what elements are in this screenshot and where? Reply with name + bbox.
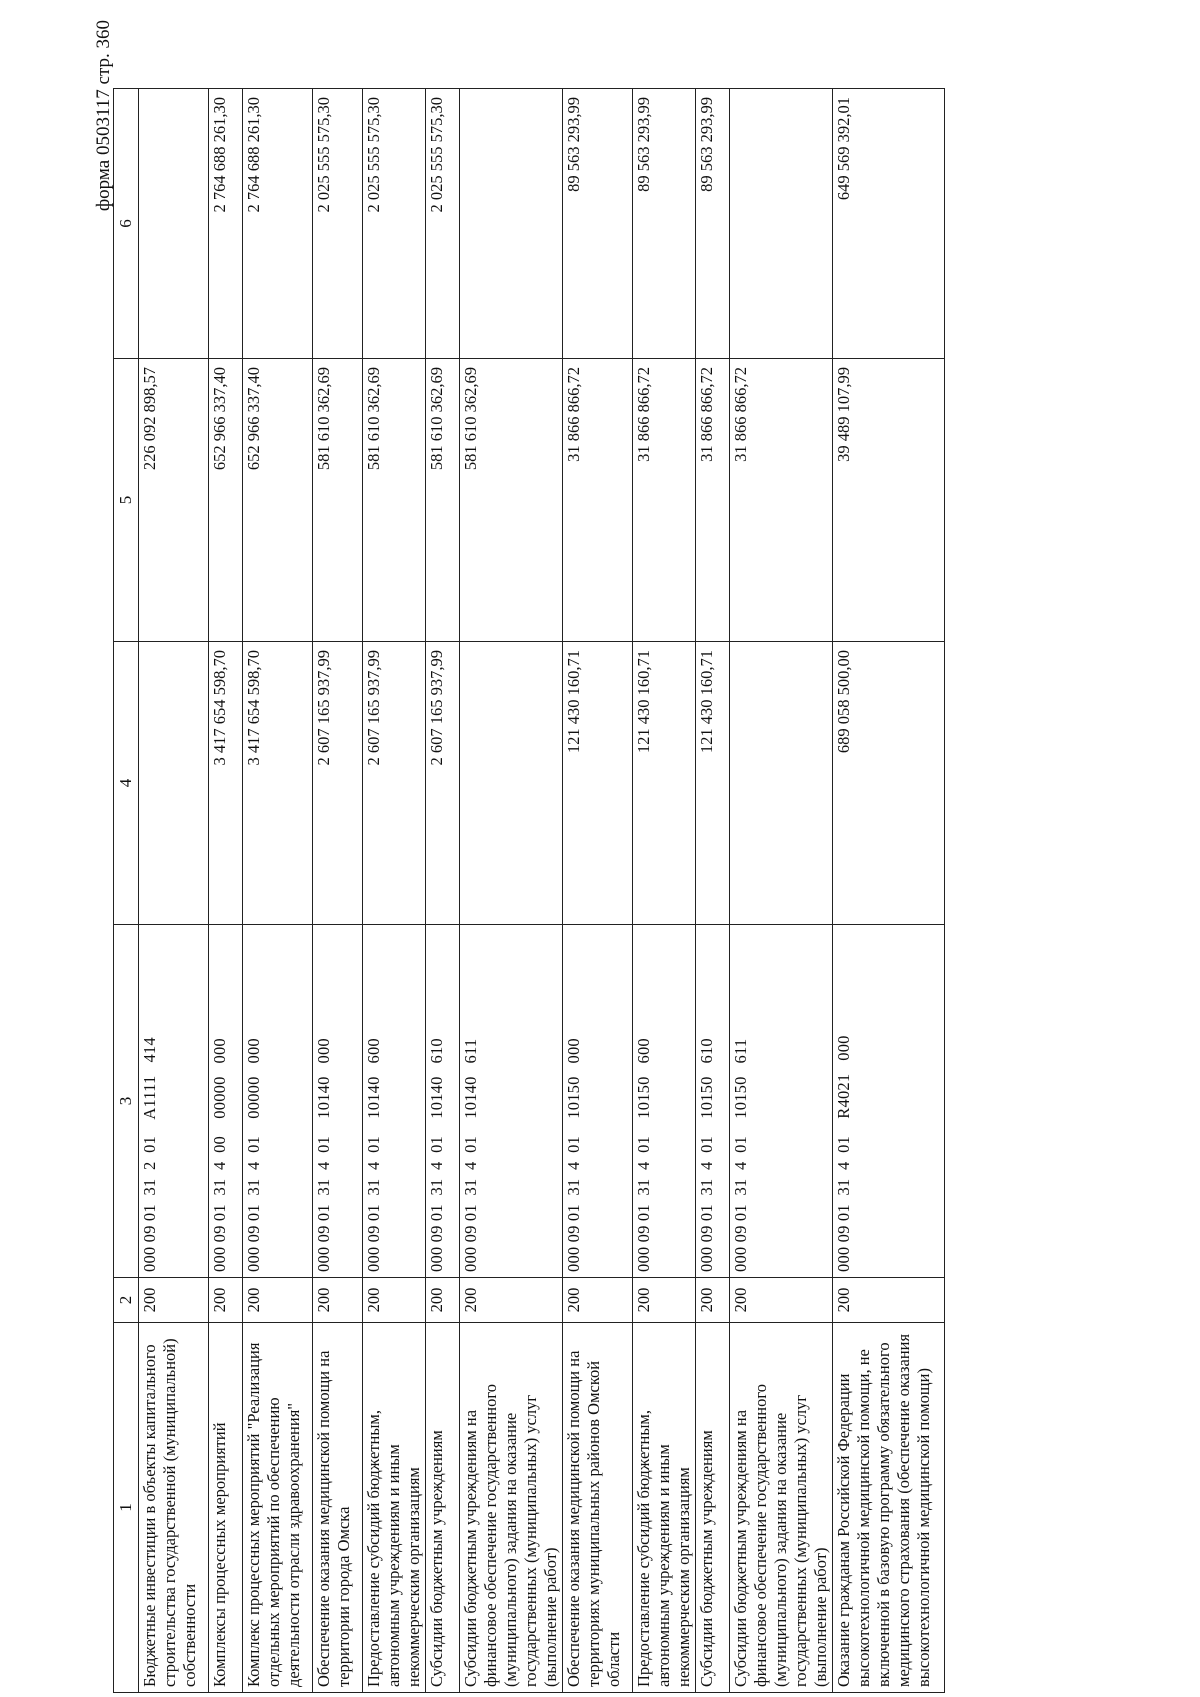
row-code-cell: 200 [730,1278,833,1323]
header-col-4: 4 [114,642,139,925]
row-code-cell: 200 [139,1278,209,1323]
row-kbk-cell: 000 09 01 31 2 01 A1111 414 [139,925,209,1278]
row-executed-cell: 39 489 107,99 [833,359,945,642]
row-name-cell: Субсидии бюджетным учреждениям на финансовое обеспечение государственного (муниципального) задания на оказание государственных (муниципальных) услуг (выполнение работ) [460,1323,563,1693]
header-col-6: 6 [114,89,139,359]
table-row [426,89,460,1693]
row-approved-cell: 121 430 160,71 [563,642,633,925]
row-unexecuted-cell: 649 569 392,01 [833,89,945,359]
row-unexecuted-cell: 2 764 688 261,30 [243,89,313,359]
row-unexecuted-cell: 2 764 688 261,30 [209,89,243,359]
table-row [363,89,426,1693]
table-row [243,89,313,1693]
header-col-1: 1 [114,1323,139,1693]
row-approved-cell: 689 058 500,00 [833,642,945,925]
row-executed-cell: 652 966 337,40 [209,359,243,642]
table-row [563,89,633,1693]
row-kbk-cell: 000 09 01 31 4 01 10140 000 [313,925,363,1278]
row-unexecuted-cell: 2 025 555 575,30 [426,89,460,359]
row-kbk-cell: 000 09 01 31 4 00 00000 000 [209,925,243,1278]
budget-execution-table [113,88,945,1693]
row-code-cell: 200 [313,1278,363,1323]
row-executed-cell: 581 610 362,69 [426,359,460,642]
row-executed-cell: 226 092 898,57 [139,359,209,642]
row-name-cell: Бюджетные инвестиции в объекты капитального строительства государственной (муниципальной) собственности [139,1323,209,1693]
table-row [730,89,833,1693]
row-code-cell: 200 [243,1278,313,1323]
table-header-row [114,89,139,1693]
row-approved-cell [139,642,209,925]
row-name-cell: Субсидии бюджетным учреждениям [696,1323,730,1693]
row-unexecuted-cell: 89 563 293,99 [633,89,696,359]
row-kbk-cell: 000 09 01 31 4 01 10150 000 [563,925,633,1278]
row-executed-cell: 652 966 337,40 [243,359,313,642]
row-code-cell: 200 [633,1278,696,1323]
row-code-cell: 200 [209,1278,243,1323]
row-kbk-cell: 000 09 01 31 4 01 10150 610 [696,925,730,1278]
row-kbk-cell: 000 09 01 31 4 01 10140 610 [426,925,460,1278]
table-row [696,89,730,1693]
row-name-cell: Предоставление субсидий бюджетным, автономным учреждениям и иным некоммерческим организациям [363,1323,426,1693]
table-row [833,89,945,1693]
row-approved-cell: 3 417 654 598,70 [243,642,313,925]
row-name-cell: Оказание гражданам Российской Федерации высокотехнологичной медицинской помощи, не включенной в базовую программу обязательного медицинского страхования (обеспечение оказания высокотехнологичной медицинской помощи) [833,1323,945,1693]
row-name-cell: Комплексы процессных мероприятий [209,1323,243,1693]
row-executed-cell: 581 610 362,69 [460,359,563,642]
row-kbk-cell: 000 09 01 31 4 01 10140 611 [460,925,563,1278]
row-executed-cell: 31 866 866,72 [563,359,633,642]
row-code-cell: 200 [833,1278,945,1323]
row-code-cell: 200 [696,1278,730,1323]
row-kbk-cell: 000 09 01 31 4 01 R4021 000 [833,925,945,1278]
row-unexecuted-cell: 2 025 555 575,30 [363,89,426,359]
row-kbk-cell: 000 09 01 31 4 01 00000 000 [243,925,313,1278]
row-unexecuted-cell: 89 563 293,99 [563,89,633,359]
row-name-cell: Обеспечение оказания медицинской помощи на территории города Омска [313,1323,363,1693]
row-name-cell: Обеспечение оказания медицинской помощи на территориях муниципальных районов Омской области [563,1323,633,1693]
table-row [209,89,243,1693]
table-row [460,89,563,1693]
row-kbk-cell: 000 09 01 31 4 01 10150 600 [633,925,696,1278]
row-approved-cell [730,642,833,925]
row-executed-cell: 31 866 866,72 [730,359,833,642]
row-unexecuted-cell [730,89,833,359]
row-name-cell: Комплекс процессных мероприятий "Реализация отдельных мероприятий по обеспечению деятельности отрасли здравоохранения" [243,1323,313,1693]
row-executed-cell: 31 866 866,72 [696,359,730,642]
row-unexecuted-cell: 2 025 555 575,30 [313,89,363,359]
header-col-2: 2 [114,1278,139,1323]
row-unexecuted-cell [460,89,563,359]
row-name-cell: Субсидии бюджетным учреждениям на финансовое обеспечение государственного (муниципального) задания на оказание государственных (муниципальных) услуг (выполнение работ) [730,1323,833,1693]
row-name-cell: Предоставление субсидий бюджетным, автономным учреждениям и иным некоммерческим организациям [633,1323,696,1693]
row-approved-cell: 2 607 165 937,99 [426,642,460,925]
header-col-3: 3 [114,925,139,1278]
form-page-label: форма 0503117 стр. 360 [93,20,114,212]
row-name-cell: Субсидии бюджетным учреждениям [426,1323,460,1693]
row-unexecuted-cell: 89 563 293,99 [696,89,730,359]
row-kbk-cell: 000 09 01 31 4 01 10150 611 [730,925,833,1278]
row-executed-cell: 581 610 362,69 [363,359,426,642]
row-approved-cell: 2 607 165 937,99 [313,642,363,925]
row-approved-cell: 121 430 160,71 [633,642,696,925]
row-executed-cell: 581 610 362,69 [313,359,363,642]
row-unexecuted-cell [139,89,209,359]
row-code-cell: 200 [426,1278,460,1323]
row-code-cell: 200 [363,1278,426,1323]
row-code-cell: 200 [460,1278,563,1323]
row-approved-cell: 3 417 654 598,70 [209,642,243,925]
table-row [313,89,363,1693]
table-row [139,89,209,1693]
row-approved-cell: 2 607 165 937,99 [363,642,426,925]
table-row [633,89,696,1693]
row-approved-cell: 121 430 160,71 [696,642,730,925]
row-approved-cell [460,642,563,925]
row-executed-cell: 31 866 866,72 [633,359,696,642]
header-col-5: 5 [114,359,139,642]
rotated-table-wrapper [113,89,993,1693]
row-kbk-cell: 000 09 01 31 4 01 10140 600 [363,925,426,1278]
row-code-cell: 200 [563,1278,633,1323]
